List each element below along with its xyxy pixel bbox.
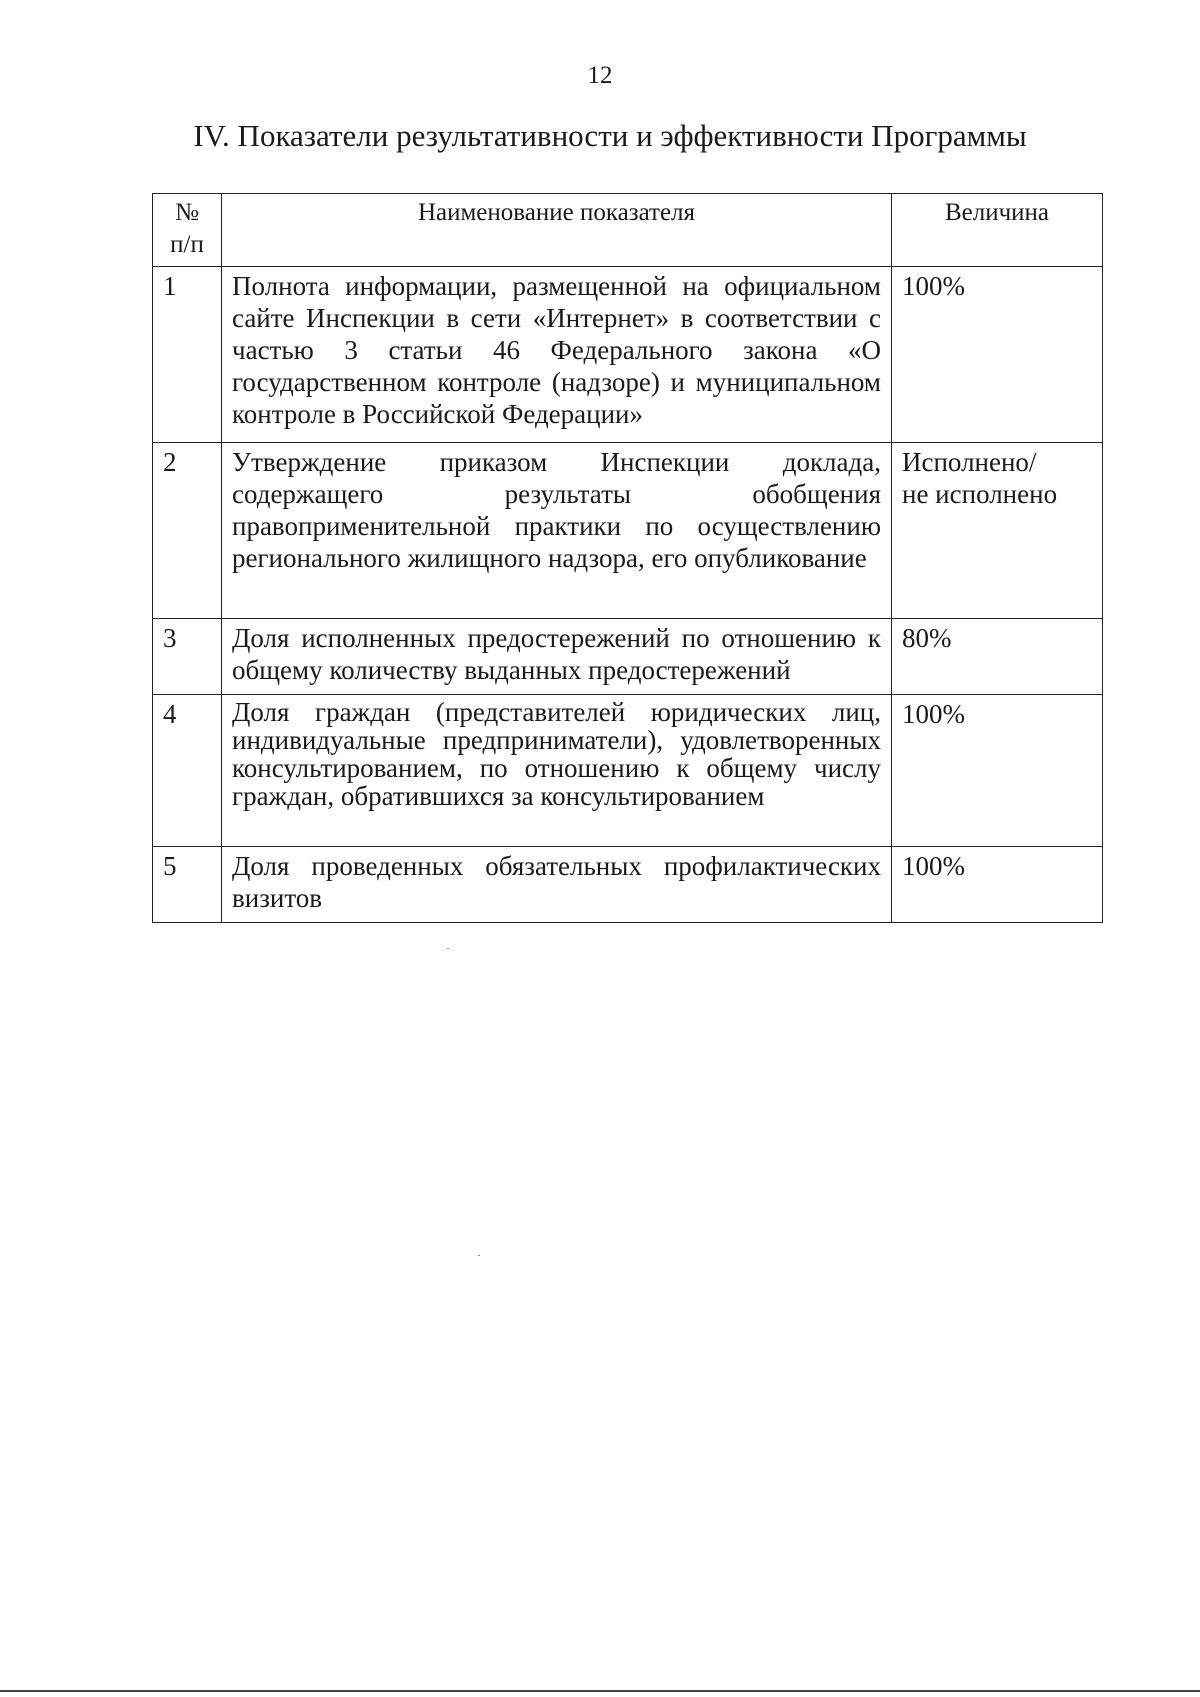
- indicator-name: Утверждение приказом Инспекции доклада, содержащего результаты обобщения правоприменительной практики по осуществлению регионального жилищного надзора, его опубликование: [222, 443, 892, 619]
- indicator-value-line: Исполнено/: [902, 447, 1037, 477]
- row-number: 2: [153, 443, 222, 619]
- indicator-value: [892, 443, 1103, 619]
- indicator-value: 100%: [892, 695, 1103, 847]
- page-number: 12: [587, 62, 613, 89]
- header-number: [153, 194, 222, 267]
- indicators-table: [152, 193, 1103, 923]
- header-number-abbr: п/п: [170, 231, 204, 258]
- header-number-symbol: №: [175, 199, 199, 226]
- table-header-row: [153, 194, 1103, 267]
- row-number: 1: [153, 267, 222, 443]
- table-row: [153, 267, 1103, 443]
- indicator-name: Доля граждан (представителей юридических лиц, индивидуальные предприниматели), удовлетворенных консультированием, по отношению к общему числу граждан, обратившихся за консультированием: [222, 695, 892, 847]
- scan-speck: [447, 948, 449, 949]
- table-row: [153, 443, 1103, 619]
- indicator-value: 100%: [892, 847, 1103, 923]
- indicator-name: Доля проведенных обязательных профилактических визитов: [222, 847, 892, 923]
- indicator-value: 80%: [892, 619, 1103, 695]
- header-indicator-name: Наименование показателя: [222, 194, 892, 267]
- row-number: 3: [153, 619, 222, 695]
- table-row: [153, 695, 1103, 847]
- row-number: 5: [153, 847, 222, 923]
- table-row: [153, 619, 1103, 695]
- indicator-value: 100%: [892, 267, 1103, 443]
- indicator-name: Доля исполненных предостережений по отношению к общему количеству выданных предостережений: [222, 619, 892, 695]
- indicator-value-line: не исполнено: [902, 479, 1058, 509]
- row-number: 4: [153, 695, 222, 847]
- indicator-name: Полнота информации, размещенной на официальном сайте Инспекции в сети «Интернет» в соответствии с частью 3 статьи 46 Федерального закона «О государственном контроле (надзоре) и муниципальном контроле в Российской Федерации»: [222, 267, 892, 443]
- table-row: [153, 847, 1103, 923]
- scan-speck: [478, 1255, 480, 1256]
- scan-edge-line: [0, 1690, 1200, 1692]
- header-value: Величина: [892, 194, 1103, 267]
- section-title: IV. Показатели результативности и эффективности Программы: [193, 118, 1027, 153]
